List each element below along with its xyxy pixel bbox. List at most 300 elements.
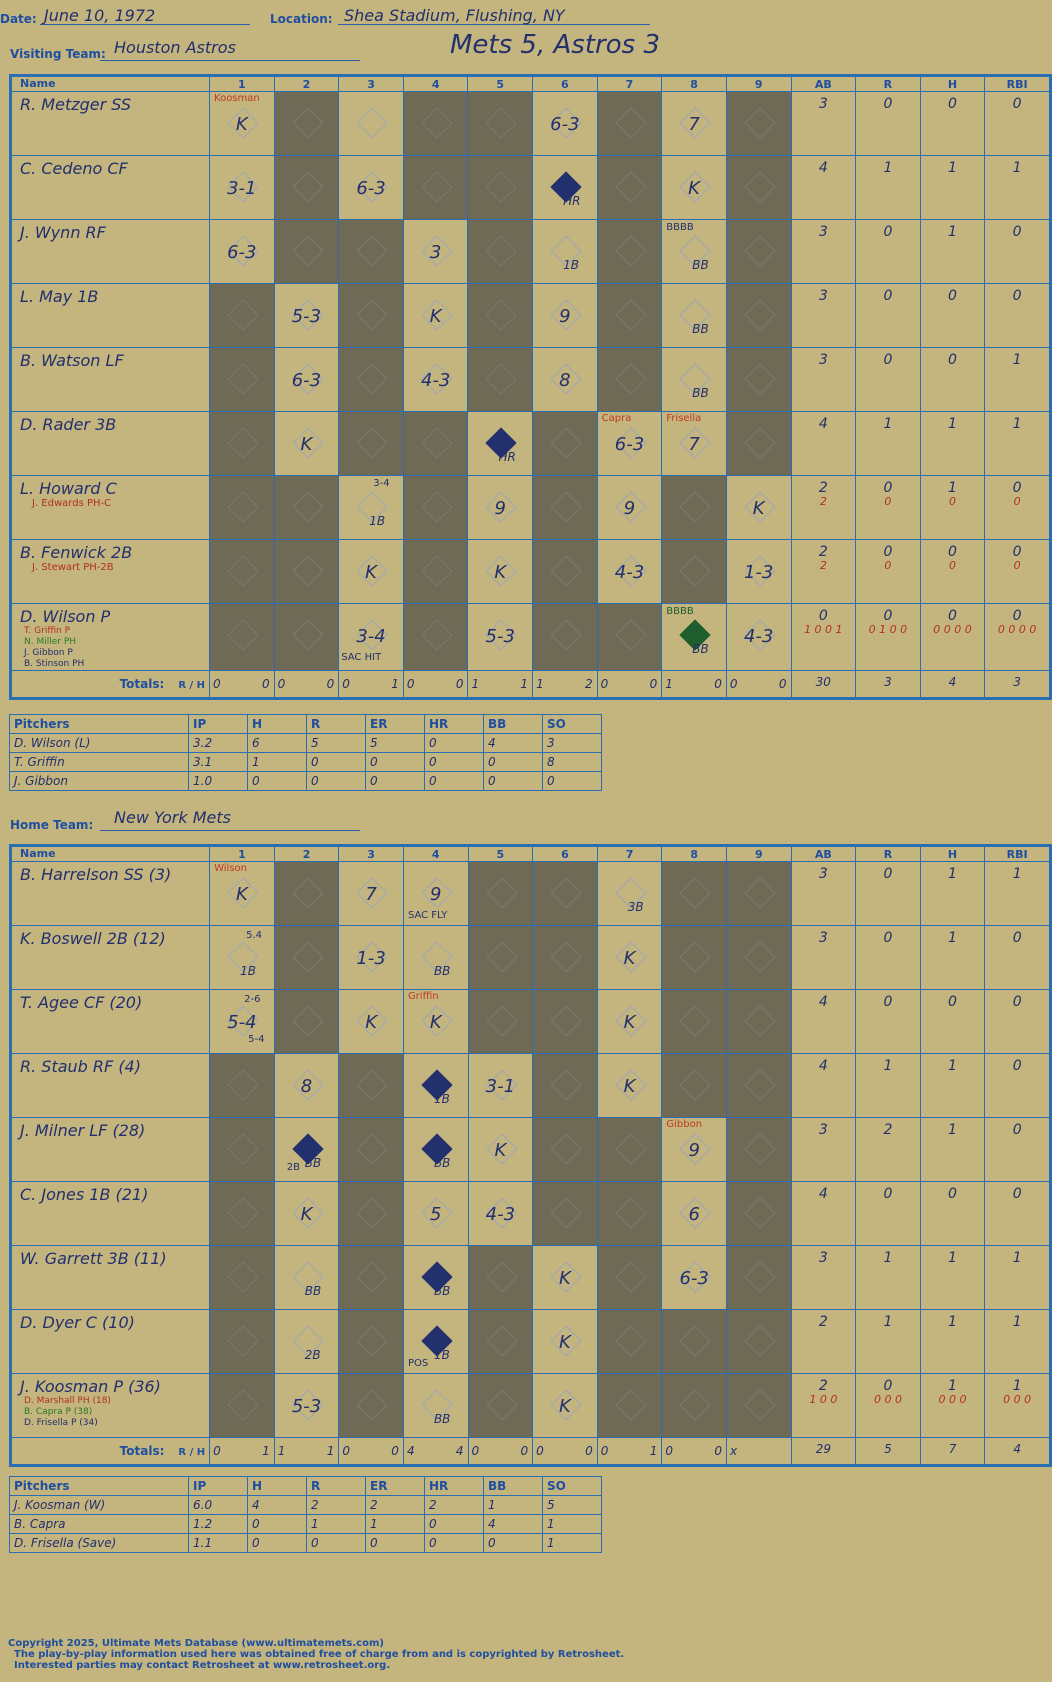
stat-rbi (985, 1310, 1050, 1374)
stat-value: 1 (948, 160, 957, 176)
player-name: D. Wilson P (20, 607, 111, 626)
pitcher-row (10, 1496, 602, 1515)
base-diamond (744, 107, 775, 138)
base-diamond (615, 1133, 646, 1164)
stat-h (920, 1310, 985, 1374)
player-name: J. Koosman P (36) (20, 1377, 161, 1396)
inning-cell-4 (403, 1118, 468, 1182)
inning-total-8 (662, 671, 727, 698)
player-name-cell (12, 1246, 210, 1310)
play-result: HR (498, 450, 516, 464)
player-name: B. Watson LF (20, 351, 124, 370)
inning-cell-9 (726, 412, 791, 476)
inning-cell-8 (662, 1182, 727, 1246)
stat-value: 0 (1012, 930, 1022, 946)
base-diamond (357, 1069, 388, 1100)
play-result: K (429, 1012, 442, 1033)
player-name-cell (12, 540, 210, 604)
base-diamond (486, 235, 517, 266)
pitcher-stat: 8 (543, 753, 602, 772)
inning-cell-3 (339, 1374, 404, 1438)
inning-total-6 (533, 671, 598, 698)
inning-total-4 (403, 671, 468, 698)
inning-cell-2 (274, 92, 339, 156)
play-result: 1B (433, 1092, 450, 1106)
substitute-name: D. Marshall PH (18) (24, 1396, 111, 1406)
inning-cell-4 (403, 1246, 468, 1310)
inning-hits: 0 (585, 1444, 593, 1458)
pitcher-name: J. Gibbon (10, 772, 189, 791)
inning-runs: 0 (277, 677, 286, 691)
scorer-note: Capra (601, 413, 632, 424)
substitute-name: B. Stinson PH (24, 659, 85, 669)
home-player-row (12, 926, 1050, 990)
inning-cell-8 (662, 1118, 727, 1182)
home-player-row (12, 1310, 1050, 1374)
base-diamond (227, 491, 258, 522)
inning-cell-5 (468, 220, 533, 284)
play-result: 3 (429, 242, 442, 263)
stat-value: 0 (948, 608, 957, 624)
stat-value: 3 (818, 866, 828, 882)
inning-cell-2 (274, 1182, 339, 1246)
pitcher-stat: 1 (366, 1515, 425, 1534)
inning-total-3 (339, 671, 404, 698)
stat-ab (791, 862, 856, 926)
inning-cell-1 (210, 284, 275, 348)
visitor-player-row (12, 348, 1050, 412)
inning-cell-5 (468, 1310, 533, 1374)
inning-runs: 1 (277, 1444, 286, 1458)
pitcher-stat: 4 (248, 1496, 307, 1515)
player-name-cell (12, 1374, 210, 1438)
score-title: Mets 5, Astros 3 (450, 30, 660, 60)
base-diamond (615, 1197, 646, 1228)
player-name: J. Milner LF (28) (20, 1121, 146, 1140)
sub-stat-value: 0 (948, 495, 956, 508)
pitcher-row (10, 734, 602, 753)
substitute-name: B. Capra P (38) (24, 1407, 93, 1417)
stat-value: 2 (883, 1122, 893, 1138)
stat-value: 1 (1012, 416, 1022, 432)
base-diamond (292, 877, 323, 908)
stat-h (920, 862, 985, 926)
inning-cell-2 (274, 862, 339, 926)
inning-cell-8 (662, 1310, 727, 1374)
inning-runs: 0 (213, 1444, 221, 1458)
base-diamond (357, 1197, 388, 1228)
inning-cell-9 (726, 156, 791, 220)
inning-cell-8 (662, 1374, 727, 1438)
stat-r (856, 92, 921, 156)
base-diamond (227, 363, 258, 394)
stat-h (920, 1182, 985, 1246)
location-label: Location: (270, 12, 333, 26)
base-diamond (486, 363, 517, 394)
home-player-row (12, 1118, 1050, 1182)
play-result: BB (692, 386, 709, 400)
stat-value: 1 (948, 866, 957, 882)
stat-value: 0 (883, 544, 893, 560)
col-inning-2: 2 (274, 77, 339, 92)
base-diamond (357, 427, 388, 458)
stat-r (856, 476, 921, 540)
stat-h (920, 284, 985, 348)
player-name: B. Harrelson SS (3) (20, 865, 172, 884)
stat-ab (791, 1246, 856, 1310)
pitcher-stat: 6.0 (189, 1496, 248, 1515)
inning-cell-3 (339, 92, 404, 156)
inning-cell-1 (210, 990, 275, 1054)
inning-cell-6 (533, 1054, 598, 1118)
scorer-note: Gibbon (666, 1119, 703, 1130)
play-result: 5-3 (291, 306, 322, 327)
base-diamond (292, 235, 323, 266)
inning-cell-9 (726, 92, 791, 156)
col-inning-7: 7 (597, 847, 662, 862)
home-team-name: New York Mets (114, 808, 231, 827)
footer (8, 1638, 624, 1671)
stat-value: 3 (818, 288, 828, 304)
base-diamond (228, 1197, 259, 1228)
stat-value: 1 (883, 1058, 893, 1074)
play-result: 2B (304, 1348, 321, 1362)
inning-cell-9 (726, 476, 791, 540)
pitcher-stat: 5 (543, 1496, 602, 1515)
base-diamond (227, 555, 258, 586)
play-result: 6 (688, 1204, 700, 1225)
visitor-player-row (12, 92, 1050, 156)
pitcher-stat: 0 (484, 1534, 543, 1553)
inning-cell-1 (210, 1246, 275, 1310)
stat-value: 0 (883, 866, 893, 882)
stat-value: 4 (818, 1186, 828, 1202)
substitute-name: D. Frisella P (34) (24, 1418, 98, 1428)
stat-ab (791, 990, 856, 1054)
inning-hits: 1 (520, 677, 529, 691)
stat-value: 4 (818, 416, 828, 432)
inning-runs: 1 (471, 677, 480, 691)
scorer-note: Griffin (407, 991, 439, 1002)
stat-r (856, 604, 921, 671)
inning-cell-8 (662, 540, 727, 604)
play-result: K (236, 884, 248, 905)
base-diamond (615, 299, 646, 330)
base-diamond (615, 107, 646, 138)
stat-ab (791, 604, 856, 671)
stat-rbi (985, 476, 1050, 540)
stat-value: 0 (883, 994, 893, 1010)
inning-runs: 1 (536, 677, 544, 691)
sub-stat-value: 0 0 0 0 (933, 623, 972, 636)
play-result: K (300, 1204, 313, 1225)
pitcher-stat: 4 (484, 1515, 543, 1534)
pitcher-stat: 1.2 (189, 1515, 248, 1534)
inning-cell-6 (533, 220, 598, 284)
inning-runs: 0 (600, 1444, 609, 1458)
stat-value: 3 (818, 930, 828, 946)
stat-value: 0 (948, 96, 957, 112)
visitor-player-row (12, 476, 1050, 540)
inning-cell-4 (403, 926, 468, 990)
inning-cell-1 (210, 1374, 275, 1438)
pitcher-stat: 1.1 (189, 1534, 248, 1553)
play-result: K (623, 1012, 636, 1033)
col-inning-3: 3 (339, 77, 404, 92)
inning-cell-3 (339, 862, 404, 926)
stat-value: 0 (948, 544, 957, 560)
pitcher-stat: 1 (543, 1515, 602, 1534)
base-diamond (292, 1005, 323, 1036)
stat-value: 1 (1012, 866, 1022, 882)
stat-value: 3 (818, 96, 828, 112)
player-name-cell (12, 862, 210, 926)
inning-cell-9 (726, 220, 791, 284)
base-diamond (228, 1325, 259, 1356)
play-result: K (235, 114, 248, 135)
stat-value: 1 (883, 160, 893, 176)
inning-total-9 (726, 1438, 791, 1465)
base-diamond (615, 1261, 646, 1292)
play-result: BB (433, 1412, 451, 1426)
base-diamond (357, 1133, 388, 1164)
base-diamond (744, 363, 775, 394)
inning-cell-6 (533, 284, 598, 348)
play-result: 9 (430, 884, 442, 905)
play-result: BB (433, 1284, 451, 1298)
play-result: 9 (688, 1140, 700, 1161)
inning-cell-5 (468, 348, 533, 412)
pitcher-name: J. Koosman (W) (10, 1496, 189, 1515)
inning-hits: 0 (455, 677, 464, 691)
play-result: 6-3 (679, 1268, 709, 1289)
base-diamond (744, 171, 775, 202)
totals-label: Totals: R / H (12, 671, 210, 698)
inning-cell-7 (597, 284, 662, 348)
home-player-row (12, 862, 1050, 926)
pitch-col-header: HR (425, 1477, 484, 1496)
inning-cell-3 (339, 990, 404, 1054)
play-result: 6-3 (227, 242, 257, 263)
col-inning-8: 8 (662, 77, 727, 92)
stat-r (856, 926, 921, 990)
inning-cell-2 (274, 220, 339, 284)
play-result: 1-3 (356, 948, 386, 969)
stat-r (856, 348, 921, 412)
pitch-col-header: R (307, 1477, 366, 1496)
base-diamond (292, 171, 323, 202)
scorer-note: SAC HIT (341, 652, 382, 663)
inning-cell-5 (468, 926, 533, 990)
stat-r (856, 862, 921, 926)
inning-cell-2 (274, 990, 339, 1054)
pitcher-stat: 1 (307, 1515, 366, 1534)
stat-value: 4 (818, 160, 828, 176)
stat-value: 4 (818, 1058, 828, 1074)
inning-cell-8 (662, 604, 727, 671)
stat-rbi (985, 284, 1050, 348)
inning-cell-1 (210, 862, 275, 926)
inning-runs: x (729, 1444, 738, 1458)
stat-r (856, 156, 921, 220)
pitch-col-header: BB (484, 715, 543, 734)
inning-cell-7 (597, 540, 662, 604)
play-result: K (494, 562, 507, 583)
substitute-name: N. Miller PH (24, 637, 77, 647)
stat-value: 3 (818, 224, 828, 240)
stat-value: 0 (883, 96, 893, 112)
stat-value: 1 (948, 1378, 957, 1394)
pitcher-stat: 4 (484, 734, 543, 753)
stat-ab (791, 1118, 856, 1182)
play-result: K (559, 1332, 571, 1353)
inning-hits: 2 (585, 677, 593, 691)
col-inning-8: 8 (662, 847, 727, 862)
inning-runs: 0 (729, 677, 738, 691)
base-diamond (551, 1197, 582, 1228)
sub-stat-value: 2 (819, 559, 827, 572)
inning-cell-9 (726, 990, 791, 1054)
pitcher-stat: 1 (543, 1534, 602, 1553)
stat-rbi (985, 540, 1050, 604)
pitcher-stat: 0 (484, 753, 543, 772)
base-diamond (551, 1133, 582, 1164)
inning-cell-4 (403, 1310, 468, 1374)
pitcher-stat: 0 (248, 1515, 307, 1534)
play-result: BB (692, 642, 709, 656)
play-result: 3-1 (227, 178, 257, 199)
col-name: Name (12, 77, 210, 92)
play-result: 7 (688, 114, 700, 135)
player-name: R. Staub RF (4) (20, 1057, 141, 1076)
inning-cell-6 (533, 1310, 598, 1374)
inning-cell-9 (726, 1182, 791, 1246)
play-result: 1B (369, 514, 386, 528)
base-diamond (421, 427, 452, 458)
inning-cell-1 (210, 1054, 275, 1118)
base-diamond (227, 427, 258, 458)
stat-h (920, 990, 985, 1054)
scorer-note: Koosman (214, 93, 260, 104)
inning-cell-9 (726, 284, 791, 348)
base-diamond (357, 299, 388, 330)
stat-r (856, 1246, 921, 1310)
totals-h-label: H (196, 680, 206, 691)
inning-cell-8 (662, 476, 727, 540)
inning-cell-8 (662, 156, 727, 220)
base-diamond (680, 555, 711, 586)
inning-cell-1 (210, 92, 275, 156)
col-inning-4: 4 (403, 847, 468, 862)
stat-h (920, 1118, 985, 1182)
stat-rbi (985, 604, 1050, 671)
base-diamond (292, 491, 323, 522)
pitch-col-header: R (307, 715, 366, 734)
inning-cell-2 (274, 1118, 339, 1182)
col-ab: AB (791, 847, 856, 862)
inning-total-1 (210, 671, 275, 698)
home-player-row (12, 1054, 1050, 1118)
inning-cell-6 (533, 540, 598, 604)
play-result: 8 (300, 1076, 313, 1097)
player-name: T. Agee CF (20) (20, 993, 143, 1012)
inning-total-7 (597, 671, 662, 698)
stat-value: 1 (1012, 1250, 1022, 1266)
inning-cell-5 (468, 604, 533, 671)
stat-r (856, 1310, 921, 1374)
inning-cell-6 (533, 348, 598, 412)
player-name: K. Boswell 2B (12) (20, 929, 166, 948)
base-diamond (486, 299, 517, 330)
play-result: K (623, 1076, 636, 1097)
total-rbi: 3 (985, 671, 1050, 698)
sub-stat-value: 0 0 0 (873, 1393, 902, 1406)
sub-stat-value: 0 0 0 (938, 1393, 967, 1406)
stat-value: 1 (948, 480, 957, 496)
inning-cell-5 (468, 862, 533, 926)
sub-stat-value: 0 (884, 559, 892, 572)
inning-cell-4 (403, 1182, 468, 1246)
stat-r (856, 412, 921, 476)
retrosheet-contact-line: Interested parties may contact Retrosheet at www.retrosheet.org. (14, 1660, 391, 1671)
inning-cell-3 (339, 412, 404, 476)
pitcher-stat: 5 (366, 734, 425, 753)
stat-rbi (985, 156, 1050, 220)
inning-cell-5 (468, 1118, 533, 1182)
inning-cell-9 (726, 862, 791, 926)
inning-hits: 0 (714, 1444, 722, 1458)
visitor-player-row (12, 220, 1050, 284)
inning-cell-3 (339, 604, 404, 671)
player-name: C. Cedeno CF (20, 159, 128, 178)
stat-rbi (985, 990, 1050, 1054)
visitor-player-row (12, 604, 1050, 671)
stat-value: 1 (948, 416, 957, 432)
base-diamond (421, 491, 452, 522)
pitch-col-header: BB (484, 1477, 543, 1496)
stat-value: 0 (883, 288, 893, 304)
base-diamond (357, 1261, 388, 1292)
pitch-col-header: ER (366, 1477, 425, 1496)
pitcher-stat: 2 (366, 1496, 425, 1515)
inning-cell-6 (533, 604, 598, 671)
base-diamond (486, 1005, 517, 1036)
pitcher-stat: 1 (248, 753, 307, 772)
scorer-note: 2-6 (244, 994, 261, 1005)
scorer-note: 2B (286, 1162, 300, 1173)
pitcher-name: T. Griffin (10, 753, 189, 772)
inning-cell-7 (597, 990, 662, 1054)
pitcher-stat: 5 (307, 734, 366, 753)
play-result: 3-4 (356, 626, 386, 647)
play-result: 3B (627, 900, 644, 914)
stat-value: 1 (1012, 160, 1022, 176)
base-diamond (680, 1005, 711, 1036)
inning-runs: 0 (406, 677, 415, 691)
base-diamond (615, 171, 646, 202)
location-value: Shea Stadium, Flushing, NY (344, 6, 565, 25)
inning-cell-7 (597, 412, 662, 476)
pitcher-row (10, 772, 602, 791)
inning-cell-2 (274, 284, 339, 348)
inning-cell-3 (339, 1246, 404, 1310)
play-result: 5-4 (227, 1012, 257, 1033)
stat-value: 0 (818, 608, 828, 624)
total-h: 7 (920, 1438, 985, 1465)
play-result: 4-3 (743, 626, 774, 647)
totals-row (12, 1438, 1050, 1465)
visitor-pitchers-table (9, 714, 602, 791)
